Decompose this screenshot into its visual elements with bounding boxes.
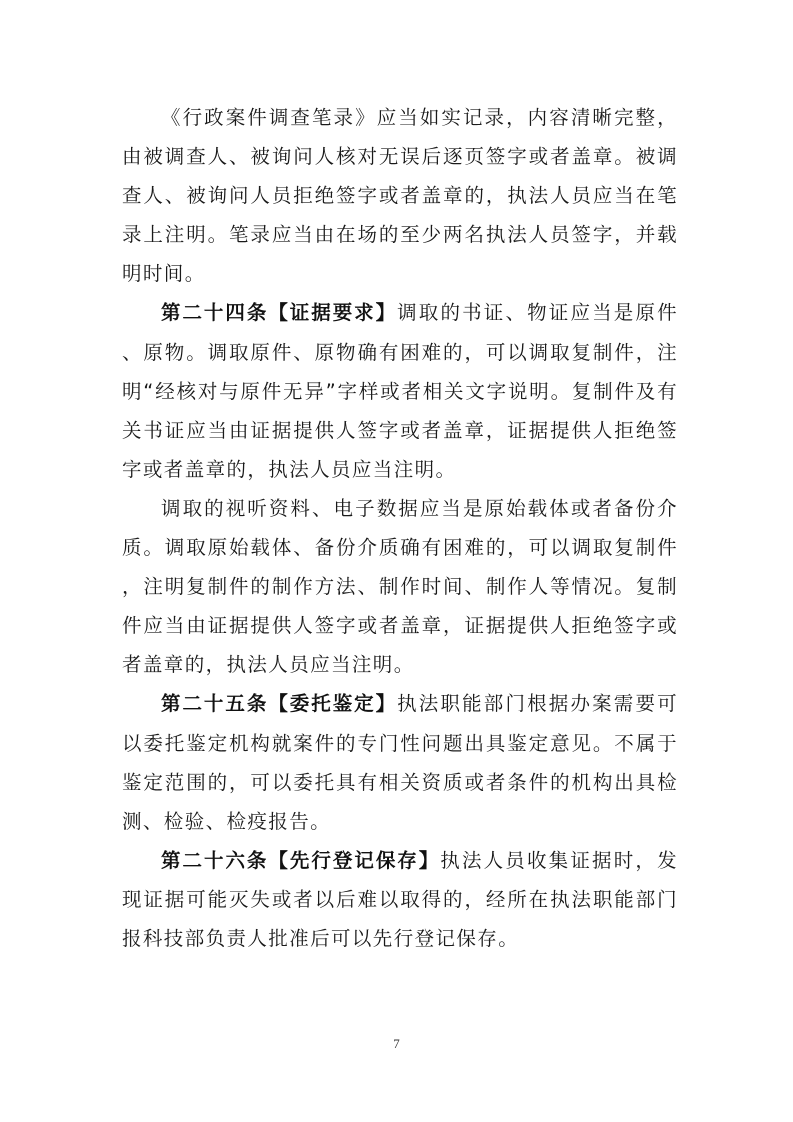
paragraph-text: 执法人员收集证据时，发现证据可能灭失或者以后难以取得的，经所在执法职能部门报科技部负责人批准后可以先行登记保存。 — [122, 848, 678, 950]
article-heading: 第二十五条【委托鉴定】 — [161, 692, 398, 716]
paragraph-audiovisual-evidence — [122, 489, 678, 684]
page-number: 7 — [393, 1036, 400, 1051]
page-body — [122, 98, 678, 958]
paragraph-text: 执法职能部门根据办案需要可以委托鉴定机构就案件的专门性问题出具鉴定意见。不属于鉴定范围的，可以委托具有相关资质或者条件的机构出具检测、检验、检疫报告。 — [122, 692, 679, 833]
paragraph-text: 调取的书证、物证应当是原件、原物。调取原件、原物确有困难的，可以调取复制件，注明“经核对与原件无异”字样或者相关文字说明。复制件及有关书证应当由证据提供人签字或者盖章，证据提供人拒绝签字或者盖章的，执法人员应当注明。 — [122, 301, 679, 481]
paragraph-text: 调取的视听资料、电子数据应当是原始载体或者备份介质。调取原始载体、备份介质确有困难的，可以调取复制件，注明复制件的制作方法、制作时间、制作人等情况。复制件应当由证据提供人签字或者盖章，证据提供人拒绝签字或者盖章的，执法人员应当注明。 — [122, 496, 678, 677]
paragraph-article-26 — [122, 841, 678, 958]
paragraph-record-requirements — [122, 98, 678, 293]
article-heading: 第二十四条【证据要求】 — [161, 301, 398, 325]
paragraph-article-24 — [122, 293, 678, 488]
paragraph-article-25 — [122, 684, 678, 840]
paragraph-text: 《行政案件调查笔录》应当如实记录，内容清晰完整，由被调查人、被询问人核对无误后逐页签字或者盖章。被调查人、被询问人员拒绝签字或者盖章的，执法人员应当在笔录上注明。笔录应当由在场的至少两名执法人员签字，并载明时间。 — [122, 106, 678, 286]
article-heading: 第二十六条【先行登记保存】 — [161, 848, 441, 872]
